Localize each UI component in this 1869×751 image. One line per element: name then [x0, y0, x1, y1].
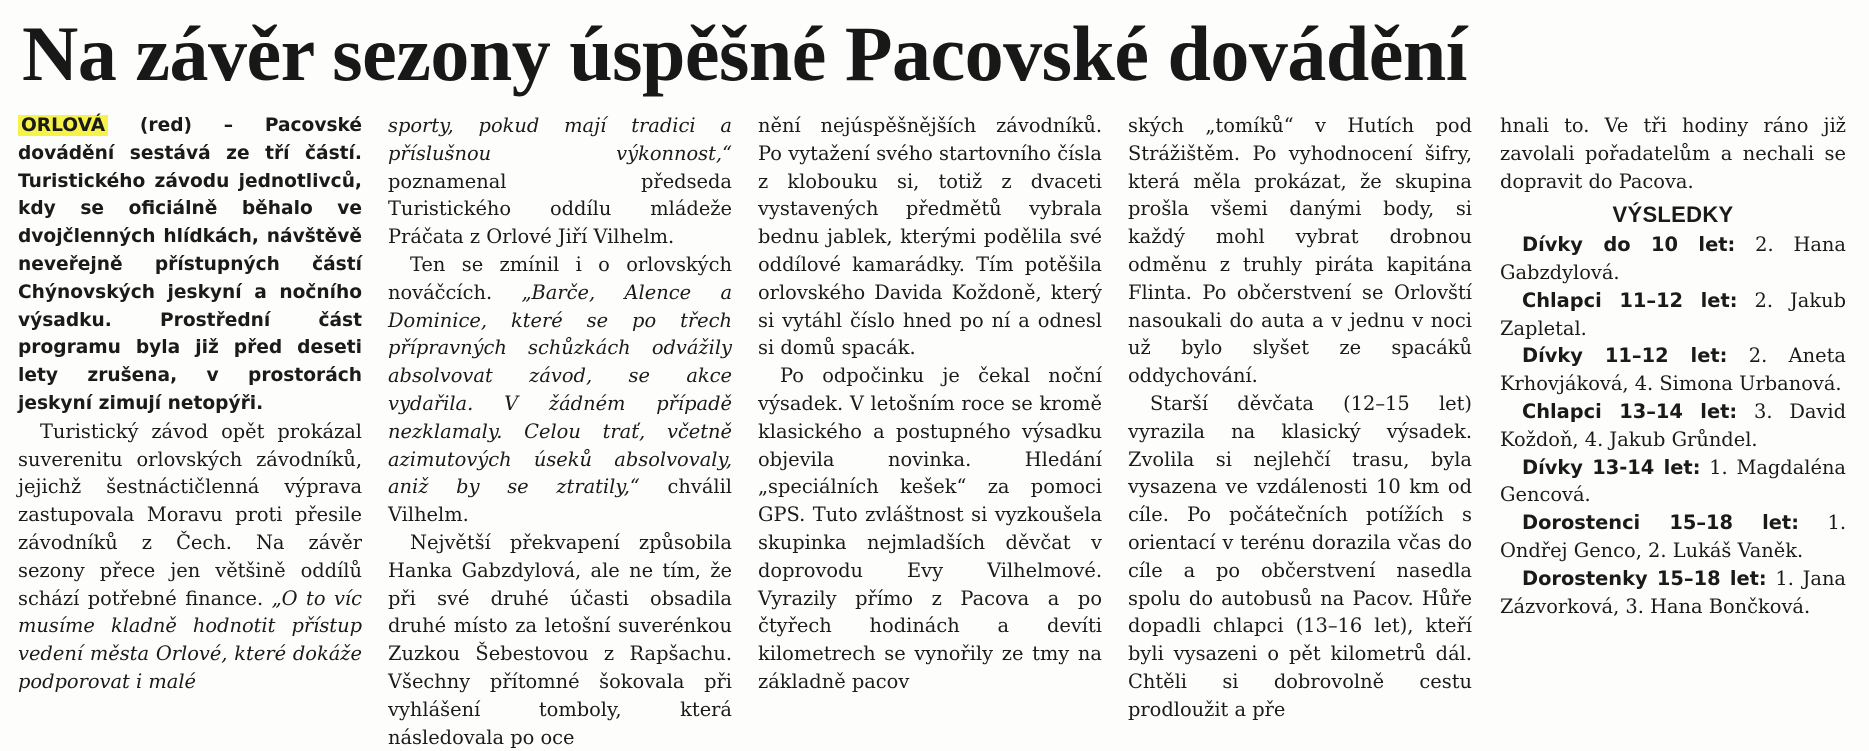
byline: (red) – [139, 115, 234, 136]
text-run: chválil Vilhelm. [388, 475, 732, 527]
lead-paragraph [18, 112, 362, 418]
quote-text: „Barče, Alence a Dominice, které se po třech přípravných schůzkách odvážily absolvovat závod, se akce vydařila. V žádném případě nezklamaly. Celou trať, včetně azimutových úseků absolvovaly, aniž by se ztratily,“ [388, 280, 732, 499]
text-run: Turistický závod opět prokázal suverenitu orlovských závodníků, jejichž šestnáctičlenná výprava zastupovala Moravu proti přesile závodníků z Čech. Na závěr sezony přece jen většině oddílů schází potřebné finance. [18, 419, 362, 610]
result-category: Dorostenky 15–18 let: [1522, 566, 1767, 590]
paragraph: Starší děvčata (12–15 let) vyrazila na klasický výsadek. Zvolila si nejlehčí trasu, byla vysazena ve vzdálenosti 10 km od cíle. Po počátečních potížích s orientací v terénu dorazila včas do cíle a po občerstvení nasedla spolu do autobusů na Pacov. Hůře dopadli chlapci (13–16 let), kteří byli vysazeni o pět kilometrů dál. Chtěli si dobrovolně cestu prodloužit a pře [1128, 391, 1472, 721]
results-list [1500, 231, 1846, 620]
result-category: Dívky 13-14 let: [1522, 455, 1701, 479]
lead-text: Pacovské dovádění sestává ze tří částí. Turistického závodu jednotlivců, kdy se oficiálně běhalo ve dvojčlenných hlídkách, návštěvě neveřejně přístupných částí Chýnovských jeskyní a nočního výsadku. Prostřední část programu byla již před deseti lety zrušena, v prostorách jeskyní zimují netopýři. [18, 115, 362, 414]
result-names: 1. Jana Zázvorková, 3. Hana Bončková. [1500, 566, 1846, 618]
result-names: 2. Hana Gabzdylová. [1500, 233, 1846, 284]
paragraph: nění nejúspěšnějších závodníků. Po vytažení svého startovního čísla z klobouku si, totiž z dvaceti vystavených předmětů vybrala bednu jablek, kterými podělila své oddílové kamarádky. Tím potěšila orlovského Davida Koždoně, který si vytáhl číslo hned po ní a odnesl si domů spacák. [758, 114, 1102, 360]
paragraph [388, 529, 732, 751]
column-1 [18, 112, 362, 727]
result-names: 1. Ondřej Genco, 2. Lukáš Vaněk. [1500, 511, 1846, 562]
column-2 [388, 112, 732, 749]
result-names: 2. Aneta Krhovjáková, 4. Simona Urbanová. [1500, 344, 1846, 396]
text-run: poznamenal předseda Turistického oddílu mládeže Práčata z Orlové Jiří Vilhelm. [388, 169, 732, 249]
text-run: Největší překvapení způsobila Hanka Gabzdylová, ale ne tím, že při své druhé účasti obsadila druhé místo za letošní suverénkou Zuzkou Šebestovou z Rapšachu. Všechny přítomné šokovala při vyhlášení tomboly, která následovala po oce [388, 530, 732, 749]
paragraph: Po odpočinku je čekal noční výsadek. V letošním roce se kromě klasického a postupného výsadku objevila novinka. Hledání „speciálních kešek“ za pomoci GPS. Tuto zvláštnost si vyzkoušela skupinka nejmladších děvčat v doprovodu Evy Vilhelmové. Vyrazily přímo z Pacova a po čtyřech hodinách a devíti kilometrech se vynořily ze tmy na základně pacov [758, 364, 1102, 693]
result-category: Dívky do 10 let: [1522, 233, 1736, 257]
paragraph [18, 418, 362, 696]
result-item [1500, 565, 1846, 621]
result-item [1500, 231, 1846, 287]
paragraph: hnali to. Ve tři hodiny ráno již zavolali pořadatelům a nechali se dopravit do Pacova. [1500, 114, 1846, 193]
text-run: Ten se zmínil i o orlovských nováčcích. [388, 252, 732, 304]
result-item [1500, 509, 1846, 565]
result-category: Dívky 11–12 let: [1522, 344, 1728, 368]
location-tag: ORLOVÁ [18, 115, 108, 136]
result-category: Dorostenci 15–18 let: [1522, 511, 1799, 535]
headline: Na závěr sezony úspěšné Pacovské dovádění [22, 10, 1467, 97]
result-names: 2. Jakub Zapletal. [1500, 288, 1846, 340]
quote-text: „O to víc musíme kladně hodnotit přístup vedení města Orlové, které dokáže podporovat i malé [18, 586, 362, 693]
column-4 [1128, 112, 1472, 727]
results-title: VÝSLEDKY [1612, 202, 1734, 228]
column-3 [758, 112, 1102, 727]
result-category: Chlapci 13–14 let: [1522, 399, 1738, 423]
result-item [1500, 454, 1846, 510]
result-category: Chlapci 11–12 let: [1522, 288, 1738, 312]
result-item [1500, 287, 1846, 343]
quote-text: sporty, pokud mají tradici a příslušnou výkonnost,“ [388, 114, 732, 165]
result-item [1500, 398, 1846, 454]
result-names: 3. David Koždoň, 4. Jakub Grůndel. [1500, 399, 1846, 451]
paragraph: ských „tomíků“ v Hutích pod Strážištěm. Po vyhodnocení šifry, která měla prokázat, že skupina prošla všemi danými body, si každý mohl vybrat drobnou odměnu z truhly piráta kapitána Flinta. Po občerstvení se Orlovští nasoukali do auta a v jednu v noci už bylo slyšet ze spacáků oddychování. [1128, 114, 1472, 388]
paragraph [388, 251, 732, 529]
result-item [1500, 342, 1846, 398]
paragraph [388, 112, 732, 251]
result-names: 1. Magdaléna Gencová. [1500, 455, 1846, 507]
column-5 [1500, 112, 1846, 727]
